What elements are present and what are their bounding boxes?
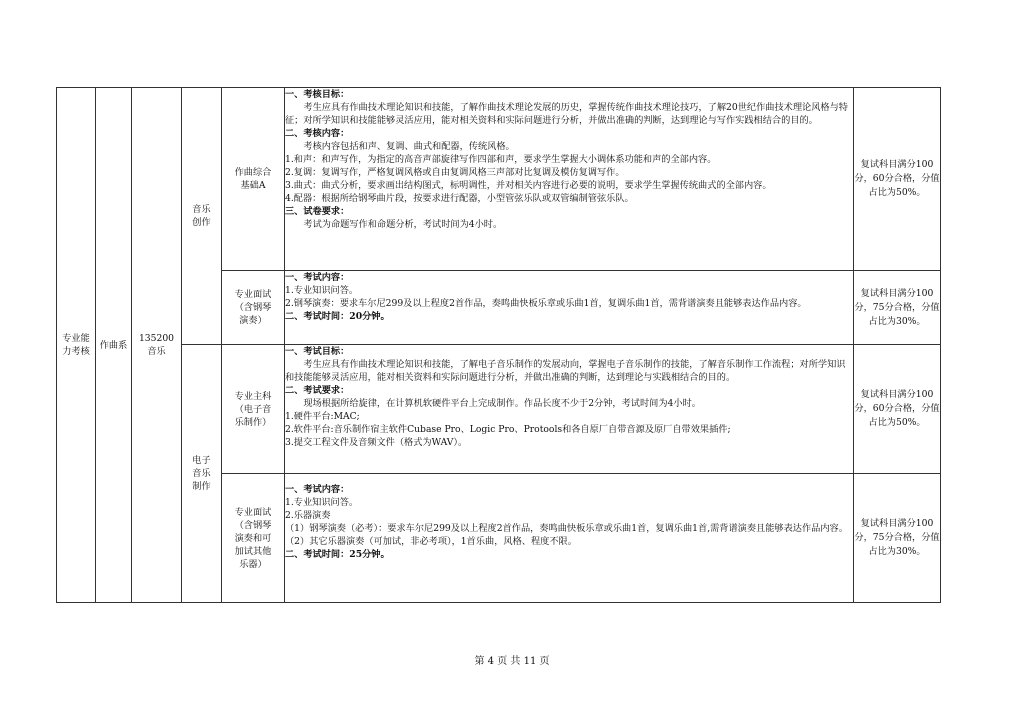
score-cell: 复试科目满分100分，75分合格，分值占比为30%。 [854,271,941,345]
description-line: 3.曲式：曲式分析，要求画出结构图式，标明调性，并对相关内容进行必要的说明，要求学生掌握传统曲式的全部内容。 [285,180,772,191]
section-heading: 一、考试内容： [285,272,350,283]
description-line: （2）其它乐器演奏（可加试，非必考项），1首乐曲，风格、程度不限。 [285,536,577,547]
section-heading: 一、考试内容： [285,484,350,495]
page-footer: 第 4 页 共 11 页 [474,656,550,667]
subject-cell: 专业主科（电子音乐制作） [222,345,285,474]
section-heading: 一、考核目标： [285,89,350,100]
section-heading: 一、考试目标： [285,346,350,357]
score-cell: 复试科目满分100分，60分合格，分值占比为50%。 [854,88,941,271]
description-line: 考生应具有作曲技术理论知识和技能，了解作曲技术理论发展的历史，掌握传统作曲技术理论技巧，了解20世纪作曲技术理论风格与特征；对所学知识和技能能够灵活应用，能对相关资料和实际问题进行分析，并做出准确的判断，达到理论与写作实践相结合的目的。 [285,102,848,126]
description-line: 1.专业知识问答。 [285,497,359,508]
direction-cell: 音乐创作 [182,88,222,345]
description-line: 2.钢琴演奏：要求车尔尼299及以上程度2首作品，奏鸣曲快板乐章或乐曲1首，复调乐曲1首，需背谱演奏且能够表达作品内容。 [285,298,807,309]
direction-cell: 电子音乐制作 [182,345,222,603]
description-line: 1.硬件平台:MAC; [285,411,360,422]
description-line: 1.和声：和声写作，为指定的高音声部旋律写作四部和声，要求学生掌握大小调体系功能和声的全部内容。 [285,154,717,165]
department-cell: 作曲系 [96,88,132,603]
table-row [57,345,941,474]
subject-cell: 专业面试（含钢琴演奏和可加试其他乐器） [222,474,285,603]
score-cell: 复试科目满分100分，60分合格，分值占比为50%。 [854,345,941,474]
description-line: 考试为命题写作和命题分析，考试时间为4小时。 [303,219,503,230]
section-heading: 二、考试时间：20分钟。 [285,311,390,322]
description-cell [285,271,854,345]
description-cell [285,345,854,474]
subject-cell: 专业面试（含钢琴演奏） [222,271,285,345]
description-line: 3.提交工程文件及音频文件（格式为WAV）。 [285,437,468,448]
subject-cell: 作曲综合基础A [222,88,285,271]
description-line: 2.软件平台:音乐制作宿主软件Cubase Pro、Logic Pro、Protools和各自原厂自带音源及原厂自带效果插件; [285,424,731,435]
section-heading: 二、考核内容： [285,128,350,139]
major-cell: 135200音乐 [132,88,182,603]
table-row [57,88,941,271]
section-heading: 二、考试要求： [285,385,350,396]
category-cell: 专业能力考核 [57,88,96,603]
description-line [285,474,853,483]
description-cell [285,474,854,603]
description-line: 现场根据所给旋律，在计算机软硬件平台上完成制作。作品长度不少于2分钟，考试时间为4小时。 [303,398,701,409]
description-line: 1.专业知识问答。 [285,285,359,296]
score-cell: 复试科目满分100分，75分合格，分值占比为30%。 [854,474,941,603]
description-line: 4.配器：根据所给钢琴曲片段，按要求进行配器，小型管弦乐队或双管编制管弦乐队。 [285,193,634,204]
section-heading: 二、考试时间：25分钟。 [285,549,390,560]
description-line: 考生应具有作曲技术理论知识和技能，了解电子音乐制作的发展动向，掌握电子音乐制作的技能，了解音乐制作工作流程；对所学知识和技能能够灵活应用，能对相关资料和实际问题进行分析，并做出准确的判断，达到理论与实践相结合的目的。 [285,359,846,383]
description-line: 2.复调：复调写作，严格复调风格或自由复调风格三声部对比复调及模仿复调写作。 [285,167,625,178]
description-cell [285,88,854,271]
description-line: 考核内容包括和声、复调、曲式和配器，传统风格。 [303,141,515,152]
exam-requirements-table [56,87,941,603]
section-heading: 三、试卷要求： [285,206,350,217]
description-line: （1）钢琴演奏（必考）：要求车尔尼299及以上程度2首作品，奏鸣曲快板乐章或乐曲1首，复调乐曲1首,需背谱演奏且能够表达作品内容。 [285,523,848,534]
description-line: 2.乐器演奏 [285,510,331,521]
